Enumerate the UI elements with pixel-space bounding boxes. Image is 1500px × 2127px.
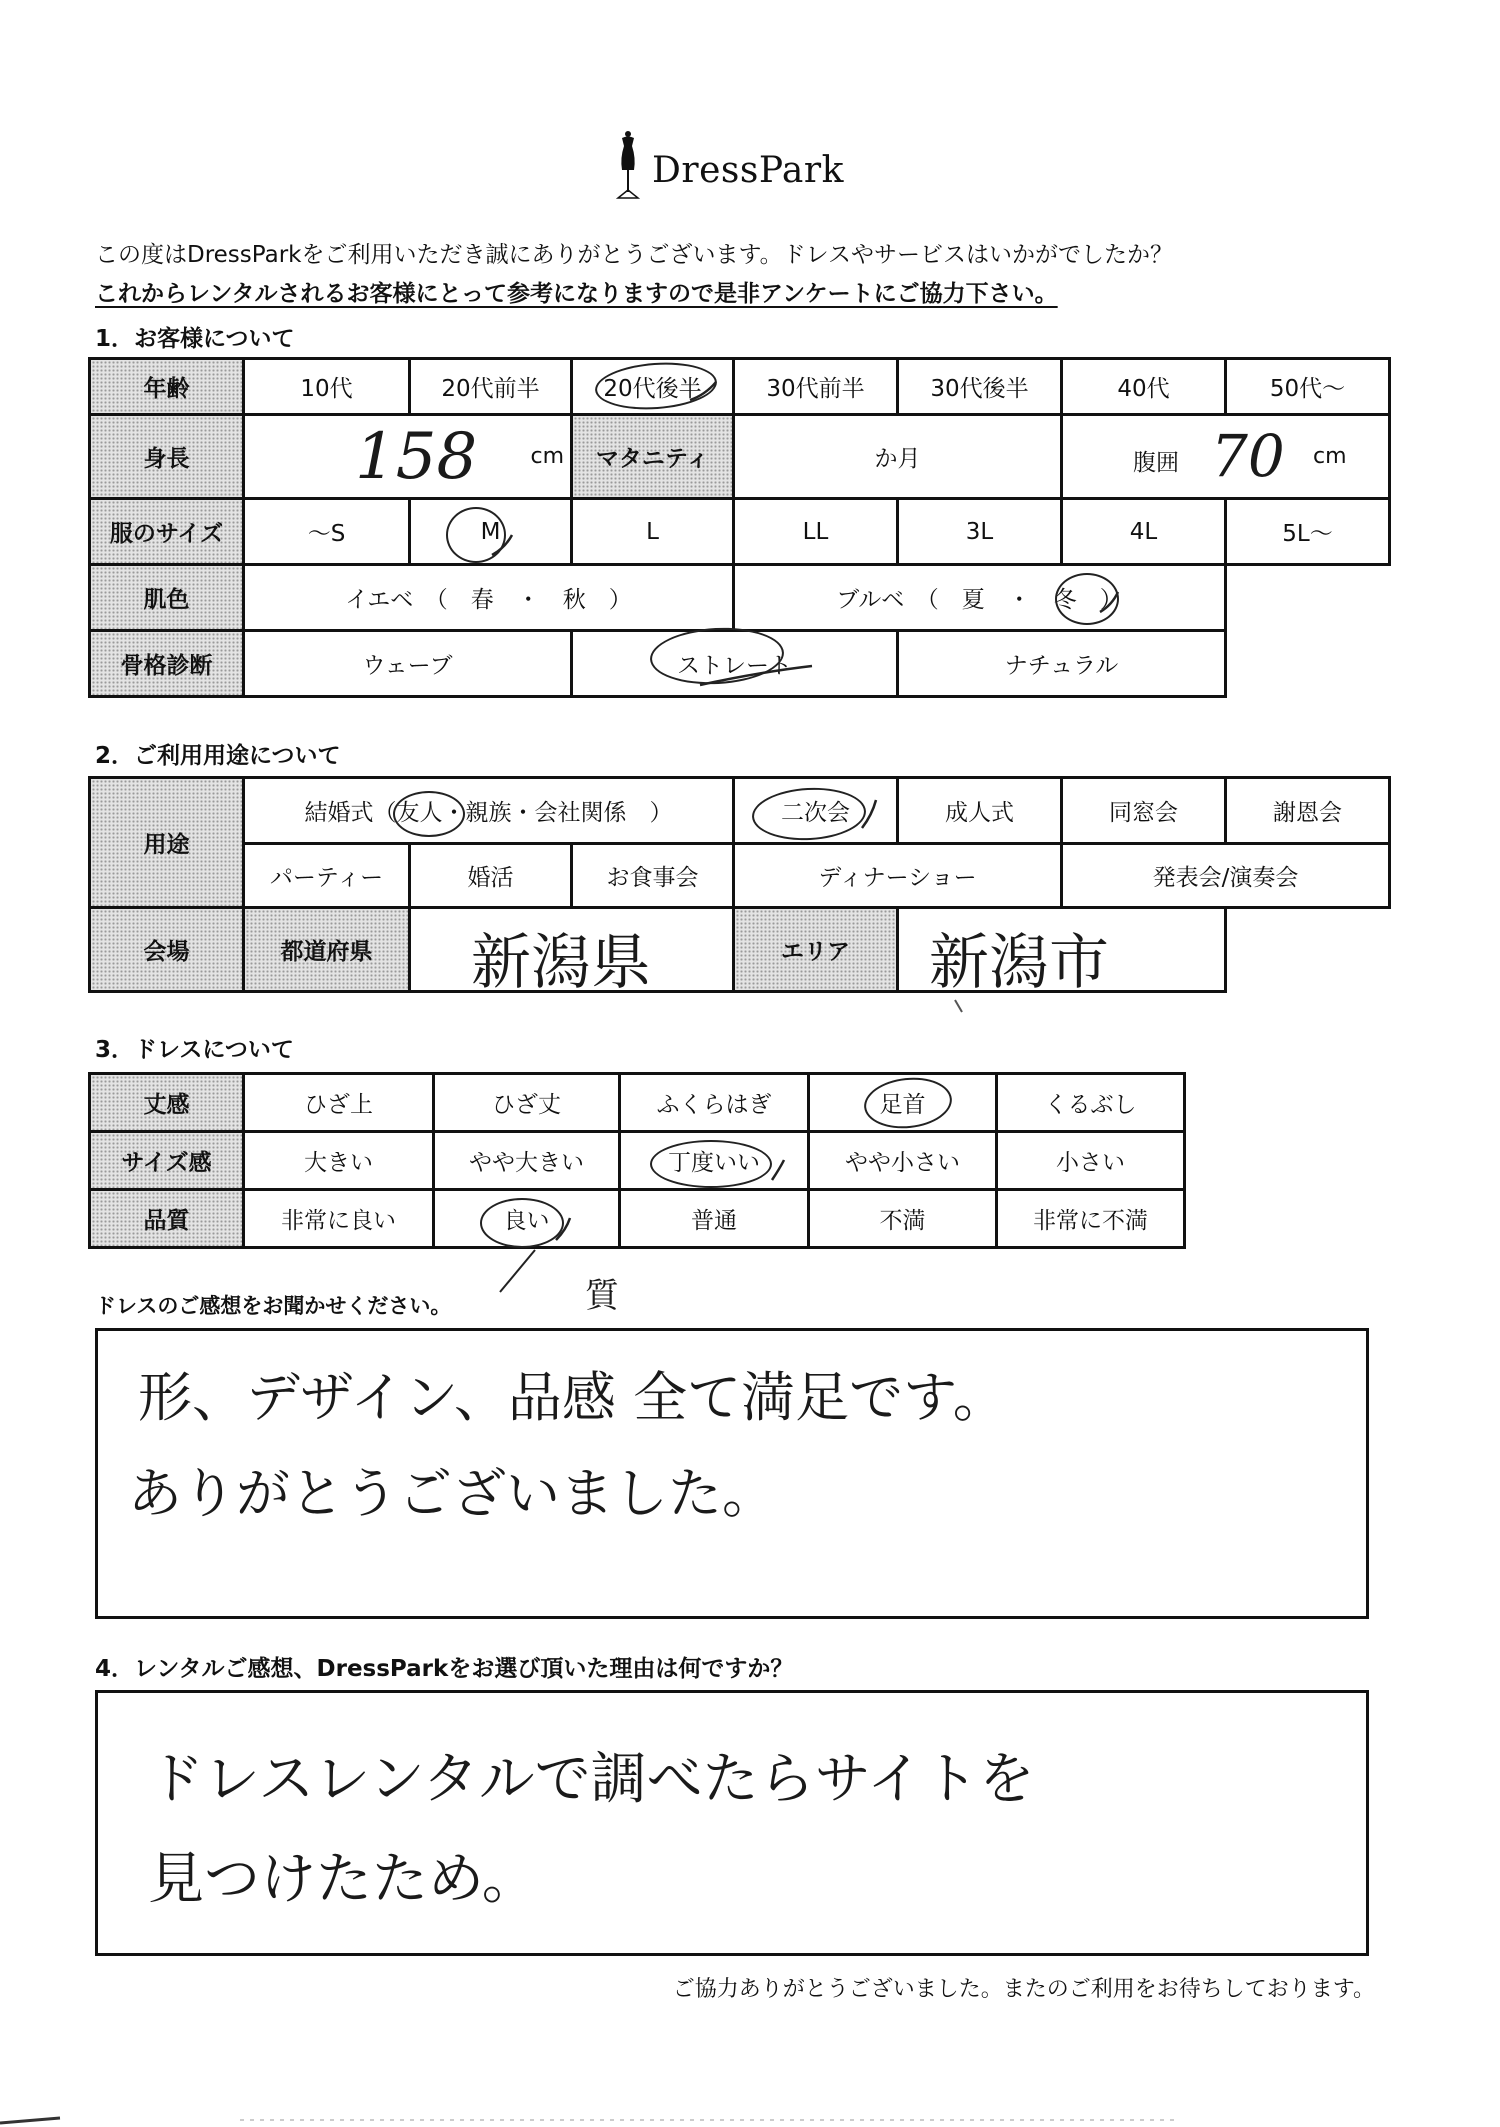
age-option[interactable]: 30代後半 xyxy=(898,359,1062,415)
frame-row xyxy=(90,631,1390,697)
blue-winter-selected[interactable]: 冬 xyxy=(1053,587,1077,613)
reason-line-1: ドレスレンタルで調べたらサイトを xyxy=(148,1747,1035,1812)
comment-correction-note: 質 xyxy=(585,1276,619,1316)
fit-row xyxy=(90,1132,1185,1190)
quality-option-selected[interactable]: 良い xyxy=(434,1190,620,1248)
blue-base-option[interactable] xyxy=(734,565,1226,631)
area-label: エリア xyxy=(734,908,898,992)
section-3-title: 3．ドレスについて xyxy=(95,1037,294,1063)
age-option[interactable]: 10代 xyxy=(244,359,410,415)
fit-option[interactable]: やや小さい xyxy=(809,1132,997,1190)
age-option[interactable]: 50代～ xyxy=(1226,359,1390,415)
waist-label: 腹囲 xyxy=(1133,450,1179,476)
quality-option[interactable]: 不満 xyxy=(809,1190,997,1248)
frame-label: 骨格診断 xyxy=(90,631,244,697)
length-row xyxy=(90,1074,1185,1132)
age-row xyxy=(90,359,1390,415)
reason-answer-box[interactable] xyxy=(95,1690,1369,1956)
frame-option[interactable]: ナチュラル xyxy=(898,631,1226,697)
party-option[interactable]: パーティー xyxy=(244,844,410,908)
age-option[interactable]: 30代前半 xyxy=(734,359,898,415)
quality-option[interactable]: 普通 xyxy=(620,1190,809,1248)
section-2-title: 2．ご利用用途について xyxy=(95,743,341,769)
quality-row xyxy=(90,1190,1185,1248)
length-option[interactable]: くるぶし xyxy=(997,1074,1185,1132)
waist-field[interactable] xyxy=(1062,415,1390,499)
fit-option[interactable]: 大きい xyxy=(244,1132,434,1190)
age-label: 年齢 xyxy=(90,359,244,415)
size-row xyxy=(90,499,1390,565)
prefecture-label: 都道府県 xyxy=(244,908,410,992)
age-option[interactable]: 40代 xyxy=(1062,359,1226,415)
dress-rating-table xyxy=(88,1072,1186,1249)
frame-option[interactable]: ウェーブ xyxy=(244,631,572,697)
height-row xyxy=(90,415,1390,499)
blue-base-text: ブルベ （ 夏 ・ xyxy=(836,587,1031,613)
size-option[interactable]: 5L～ xyxy=(1226,499,1390,565)
size-option[interactable]: ～S xyxy=(244,499,410,565)
blue-base-close: ） xyxy=(1099,587,1123,613)
frame-option-selected[interactable]: ストレート xyxy=(572,631,898,697)
comment-line-1: 形、デザイン、品感 全て満足です。 xyxy=(138,1366,1007,1429)
fit-option-selected[interactable]: 丁度いい xyxy=(620,1132,809,1190)
maternity-label: マタニティ xyxy=(572,415,734,499)
section-1-title: 1．お客様について xyxy=(95,326,295,352)
yellow-base-option[interactable]: イエベ （ 春 ・ 秋 ） xyxy=(244,565,734,631)
maternity-months-field[interactable] xyxy=(734,415,1062,499)
comment-line-2: ありがとうございました。 xyxy=(128,1462,776,1525)
wedding-prefix: 結婚式（ xyxy=(304,800,397,826)
konkatsu-option[interactable]: 婚活 xyxy=(410,844,572,908)
height-value: 158 xyxy=(355,420,478,494)
dinner-option[interactable]: お食事会 xyxy=(572,844,734,908)
skin-label: 肌色 xyxy=(90,565,244,631)
waist-value: 70 xyxy=(1211,422,1285,490)
length-option[interactable]: ふくらはぎ xyxy=(620,1074,809,1132)
size-option-selected[interactable]: M xyxy=(410,499,572,565)
age-option-selected[interactable]: 20代後半 xyxy=(572,359,734,415)
length-option-selected[interactable]: 足首 xyxy=(809,1074,997,1132)
size-option[interactable]: LL xyxy=(734,499,898,565)
reason-line-2: 見つけたため。 xyxy=(148,1847,538,1912)
section-4-title: 4．レンタルご感想、DressParkをお選び頂いた理由は何ですか？ xyxy=(95,1656,794,1682)
brand-logo-text: DressPark xyxy=(652,150,844,191)
fit-option[interactable]: 小さい xyxy=(997,1132,1185,1190)
length-option[interactable]: ひざ上 xyxy=(244,1074,434,1132)
months-unit: か月 xyxy=(874,446,921,472)
wedding-option[interactable] xyxy=(244,778,734,844)
length-label: 丈感 xyxy=(90,1074,244,1132)
intro-text: この度はDressParkをご利用いただき誠にありがとうございます。ドレスやサービスはいかがでしたか？ xyxy=(95,242,1173,268)
dinner-show-option[interactable]: ディナーショー xyxy=(734,844,1062,908)
area-field[interactable] xyxy=(898,908,1226,992)
after-party-option-selected[interactable]: 二次会 xyxy=(734,778,898,844)
waist-unit: cm xyxy=(1313,444,1347,469)
quality-label: 品質 xyxy=(90,1190,244,1248)
wedding-friend-selected[interactable]: 友人 xyxy=(396,800,443,826)
height-label: 身長 xyxy=(90,415,244,499)
height-unit: cm xyxy=(530,444,564,469)
fit-option[interactable]: やや大きい xyxy=(434,1132,620,1190)
footer-thanks: ご協力ありがとうございました。またのご利用をお待ちしております。 xyxy=(672,1977,1375,2002)
prefecture-value: 新潟県 xyxy=(471,928,651,992)
size-option[interactable]: 3L xyxy=(898,499,1062,565)
length-option[interactable]: ひざ丈 xyxy=(434,1074,620,1132)
thank-you-party-option[interactable]: 謝恩会 xyxy=(1226,778,1390,844)
prefecture-field[interactable] xyxy=(410,908,734,992)
height-field[interactable] xyxy=(244,415,572,499)
recital-option[interactable]: 発表会/演奏会 xyxy=(1062,844,1390,908)
venue-label: 会場 xyxy=(90,908,244,992)
quality-option[interactable]: 非常に良い xyxy=(244,1190,434,1248)
size-option[interactable]: L xyxy=(572,499,734,565)
fit-label: サイズ感 xyxy=(90,1132,244,1190)
size-option[interactable]: 4L xyxy=(1062,499,1226,565)
dress-comment-box[interactable] xyxy=(95,1328,1369,1619)
dress-comment-prompt: ドレスのご感想をお聞かせください。 xyxy=(95,1294,452,1318)
coming-of-age-option[interactable]: 成人式 xyxy=(898,778,1062,844)
customer-info-table xyxy=(88,357,1391,698)
reunion-option[interactable]: 同窓会 xyxy=(1062,778,1226,844)
area-value: 新潟市 xyxy=(929,928,1110,992)
skin-row xyxy=(90,565,1390,631)
intro-request-text: これからレンタルされるお客様にとって参考になりますので是非アンケートにご協力下さい。 xyxy=(95,281,1058,307)
quality-option[interactable]: 非常に不満 xyxy=(997,1190,1185,1248)
usage-table xyxy=(88,776,1391,993)
purpose-label: 用途 xyxy=(90,778,244,908)
wedding-suffix: ・親族・会社関係 ） xyxy=(442,800,673,826)
size-label: 服のサイズ xyxy=(90,499,244,565)
age-option[interactable]: 20代前半 xyxy=(410,359,572,415)
